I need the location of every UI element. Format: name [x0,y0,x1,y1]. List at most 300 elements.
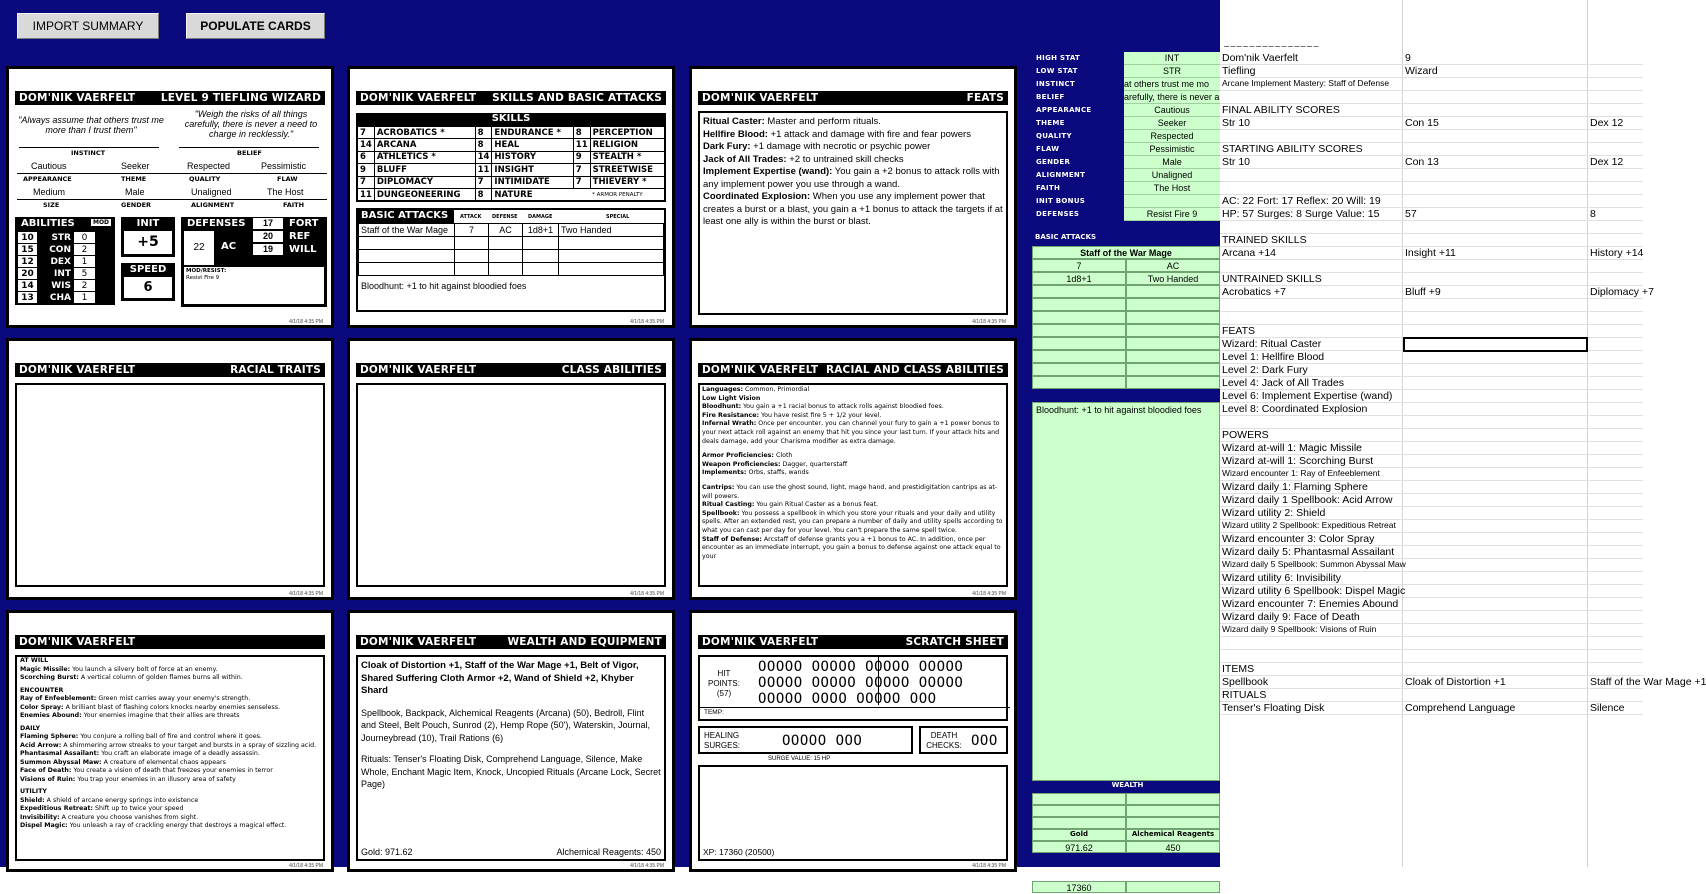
death-circles[interactable]: OOO [971,733,998,749]
empty-cell[interactable] [1126,793,1220,805]
sheet-row[interactable] [1220,273,1643,286]
size-value: Medium [33,187,66,197]
card-title: CLASS ABILITIES [561,364,662,376]
ability-text: You gain a +1 racial bonus to attack rolls against bloodied foes. [741,403,944,411]
sheet-cell[interactable]: Wizard: Ritual Caster [1222,338,1322,350]
sheet-cell[interactable]: 57 [1405,208,1417,220]
empty-cell[interactable] [1126,376,1220,389]
sheet-row[interactable] [1220,676,1706,689]
character-name: DOM'NIK VAERFELT [702,92,819,104]
hp-circles-row[interactable]: OOOOO OOOOO OOOOO OOOOO [758,675,964,691]
row-label: FLAW [1036,145,1060,153]
sheet-cell[interactable]: 8 [1590,208,1596,220]
sheet-row[interactable] [1220,702,1643,715]
surge-value: SURGE VALUE: 15 HP [768,756,831,762]
power-item [20,805,320,814]
sheet-cell[interactable]: Wizard daily 5 Spellbook: Summon Abyssal Maw [1222,559,1406,569]
sheet-cell[interactable]: Level 1: Hellfire Blood [1222,351,1325,363]
empty-cell[interactable] [1032,324,1126,337]
belief-label: BELIEF [237,149,262,157]
sheet-row[interactable] [1220,65,1643,78]
sheet-cell[interactable]: TRAINED SKILLS [1222,234,1307,246]
sheet-row[interactable] [1220,221,1643,234]
reagents-cell[interactable]: 450 [1126,841,1220,853]
power-name: Face of Death: [20,767,72,774]
power-name: Shield: [20,796,45,804]
empty-cell[interactable] [1126,285,1220,298]
ability-name: Staff of Defense: [702,535,762,543]
special-col-label: SPECIAL [606,214,630,220]
sheet-row[interactable] [1220,468,1643,481]
skill-name: DIPLOMACY [374,176,475,189]
ability-score: 13 [18,292,38,304]
skill-name: THIEVERY * [590,176,665,189]
sheet-cell[interactable]: Wizard utility 2: Shield [1222,507,1326,519]
sheet-cell[interactable]: POWERS [1222,429,1269,441]
skill-name: INSIGHT [492,164,573,177]
power-name: Color Spray: [20,703,64,711]
attack-cell[interactable]: 7 [1032,259,1126,272]
sheet-cell[interactable]: FINAL ABILITY SCORES [1222,104,1340,116]
surge-circles[interactable]: OOOOO OOO [782,733,863,749]
modresist-box [184,267,324,304]
ability-text: You possess a spellbook in which you store your rituals and your daily and utility spells. After an extended rest, you can prepare a number of daily and utility spells according to what you can cast per day for your level. You can't prepare the same spell twice. [702,509,1003,534]
feat-item [703,154,1003,167]
card-overview [6,66,334,328]
sheet-cell[interactable]: Comprehend Language [1405,702,1516,714]
row-value[interactable]: at others trust me mo [1124,78,1220,91]
empty-cell[interactable] [1032,311,1126,324]
skill-name: HEAL [492,139,573,152]
sheet-cell[interactable]: 9 [1405,52,1411,64]
timestamp: 4/1/18 4:35 PM [630,591,664,597]
modresist-label: MOD/RESIST: [186,268,227,274]
damage-col-label: DAMAGE [528,214,553,220]
defenses-block [181,217,327,307]
empty-cell[interactable] [1032,376,1126,389]
sheet-cell[interactable]: Wizard daily 9: Face of Death [1222,611,1360,623]
empty-cell[interactable] [1126,363,1220,376]
sheet-row[interactable] [1220,52,1643,65]
green-row [1032,156,1220,169]
sheet-cell[interactable]: Wizard daily 9 Spellbook: Visions of Ruin [1222,624,1377,634]
empty-cell[interactable] [1032,363,1126,376]
row-value[interactable]: Respected [1124,130,1220,143]
hp-circles-row[interactable]: OOOOO OOOOO OOOOO OOOOO [758,659,964,675]
skill-value: 11 [573,139,590,152]
ability-name: INT [38,268,74,280]
skill-value [573,189,590,202]
ability-line [702,469,1004,478]
sheet-cell[interactable]: Wizard encounter 7: Enemies Abound [1222,598,1399,610]
speed-value: 6 [124,277,172,298]
sheet-row[interactable] [1220,520,1643,533]
sheet-cell[interactable]: HP: 57 Surges: 8 Surge Value: 15 [1222,208,1380,220]
row-value[interactable]: Resist Fire 9 [1124,208,1220,221]
ability-text: Dagger, quarterstaff [780,460,848,468]
sheet-row[interactable] [1220,481,1643,494]
special-cell[interactable]: Two Handed [1126,272,1220,285]
skill-name: DUNGEONEERING [374,189,475,202]
sheet-row[interactable] [1220,78,1643,91]
green-row [1032,130,1220,143]
row-value[interactable]: Cautious [1124,104,1220,117]
sheet-row[interactable] [1220,689,1643,702]
sheet-cell[interactable]: Wizard at-will 1: Scorching Burst [1222,455,1374,467]
ability-name: STR [38,232,74,244]
attack-row [359,237,664,250]
sheet-cell[interactable]: Cloak of Distortion +1 [1405,676,1506,688]
feat-item [703,116,1003,129]
sheet-cell[interactable]: FEATS [1222,325,1256,337]
row-value[interactable]: STR [1124,65,1220,78]
ability-text: Cloth [773,452,793,460]
sheet-row[interactable] [1220,260,1643,273]
powers-heading: UTILITY [20,788,47,795]
power-text: A vertical column of golden flames burns all within. [78,674,243,681]
import-summary-button[interactable]: IMPORT SUMMARY [17,13,159,39]
defense-cell[interactable]: AC [1126,259,1220,272]
empty-cell[interactable] [1032,298,1126,311]
sheet-cell[interactable]: Str 10 [1222,156,1251,168]
row-value[interactable] [1124,195,1220,208]
sheet-cell[interactable]: Wizard daily 5: Phantasmal Assailant [1222,546,1395,558]
sheet-row[interactable] [1220,585,1643,598]
sheet-cell[interactable]: Arcana +14 [1222,247,1276,259]
weapon-cell[interactable]: Staff of the War Mage [1032,246,1220,259]
will-value: 19 [253,244,283,255]
empty-cell[interactable] [1032,337,1126,350]
skill-name: BLUFF [374,164,475,177]
gold-cell[interactable]: 971.62 [1032,841,1126,853]
sheet-row[interactable] [1220,299,1643,312]
skill-name: NATURE [492,189,573,202]
sheet-row[interactable] [1220,390,1643,403]
timestamp: 4/1/18 4:35 PM [972,591,1006,597]
sheet-cell[interactable]: Level 4: Jack of All Trades [1222,377,1344,389]
row-value[interactable]: Male [1124,156,1220,169]
skill-name: STEALTH * [590,151,665,164]
row-label: FAITH [1036,184,1061,192]
sheet-row[interactable] [1220,559,1643,572]
row-value[interactable]: Seeker [1124,117,1220,130]
attack-damage: 1d8+1 [523,224,559,237]
power-name: Flaming Sphere: [20,733,79,740]
skill-name: ATHLETICS * [374,151,475,164]
sheet-row[interactable] [1220,117,1643,130]
feat-text: +1 damage with necrotic or psychic power [750,141,931,152]
sheet-row[interactable] [1220,312,1643,325]
row-value[interactable]: arefully, there is never a [1124,92,1220,102]
defenses-label: DEFENSES [187,218,246,229]
sheet-cell[interactable]: Insight +11 [1405,247,1456,259]
green-row [1032,169,1220,182]
empty-cell[interactable] [1126,298,1220,311]
ability-score: 10 [18,232,38,244]
ability-name: Fire Resistance: [702,411,760,419]
wealth-box [356,655,666,861]
defense-col-label: DEFENSE [492,214,518,220]
note-cell[interactable]: Bloodhunt: +1 to hit against bloodied foes [1032,402,1220,781]
green-row [1032,91,1220,104]
reagents-label: Alchemical Reagents [1126,829,1220,841]
sheet-row[interactable] [1220,416,1643,429]
empty-cell[interactable] [1126,350,1220,363]
skill-value: 7 [573,176,590,189]
sheet-cell[interactable]: STARTING ABILITY SCORES [1222,143,1363,155]
sheet-cell[interactable]: UNTRAINED SKILLS [1222,273,1322,285]
sheet-cell[interactable]: Silence [1590,702,1625,714]
feat-name: Hellfire Blood: [703,128,768,140]
sheet-row[interactable] [1220,91,1643,104]
sheet-row[interactable] [1220,182,1643,195]
power-text: Shift up to twice your speed [93,805,184,812]
sheet-cell[interactable]: Arcane Implement Mastery: Staff of Defense [1222,78,1390,88]
alignment-label: ALIGNMENT [191,201,235,209]
power-item [20,695,320,704]
empty-cell[interactable] [1126,805,1220,817]
sheet-cell[interactable]: AC: 22 Fort: 17 Reflex: 20 Will: 19 [1222,195,1381,207]
populate-cards-button[interactable]: POPULATE CARDS [186,13,325,39]
sheet-row[interactable] [1220,169,1643,182]
sheet-cell[interactable]: RITUALS [1222,689,1267,701]
feat-name: Jack of All Trades: [703,153,787,165]
card-racial-traits [6,338,334,600]
sheet-row[interactable] [1220,364,1643,377]
skill-row [357,139,665,152]
sheet-cell[interactable]: History +14 [1590,247,1644,259]
abilities-block [15,217,115,305]
ability-text: You can use the ghost sound, light, mage hand, and prestidigitation cantrips as at-will powers. [702,483,998,500]
sheet-cell[interactable]: Con 13 [1405,156,1439,168]
character-name: DOM'NIK VAERFELT [702,364,819,376]
row-value[interactable]: INT [1124,52,1220,65]
empty-cell[interactable] [1126,311,1220,324]
ability-score: 20 [18,268,38,280]
wealth-label: WEALTH [1111,781,1144,789]
feat-item [703,166,1003,191]
skill-value: 8 [475,139,492,152]
skill-name: INTIMIDATE [492,176,573,189]
empty-cell[interactable] [1032,793,1126,805]
scratch-box[interactable] [698,765,1008,861]
character-name: DOM'NIK VAERFELT [702,636,819,648]
sheet-cell[interactable]: Wizard utility 2 Spellbook: Expeditious Retreat [1222,520,1396,530]
sheet-row[interactable] [1220,611,1643,624]
power-name: Invisibility: [20,813,60,821]
power-item [20,733,320,742]
hp-circles-row[interactable]: OOOOO OOOO OOOOO OOO [758,691,937,707]
faith-value: The Host [267,187,304,197]
feat-text: When you use any implement power that creates a burst or a blast, you gain a +1 bonus to attack the targets if at least one ally is within the burst or blast. [703,191,1003,227]
ability-name: Ritual Casting: [702,501,755,509]
sheet-row[interactable] [1220,208,1643,221]
sheet-row[interactable] [1220,442,1643,455]
empty-cell[interactable] [1126,337,1220,350]
row-value[interactable]: The Host [1124,182,1220,195]
sheet-cell[interactable]: Wizard [1405,65,1438,77]
init-label: INIT [136,218,160,229]
sheet-cell[interactable]: Level 2: Dark Fury [1222,364,1308,376]
sheet-cell[interactable]: Wizard at-will 1: Magic Missile [1222,442,1363,454]
powers-heading: ENCOUNTER [20,686,64,694]
empty-cell[interactable] [1032,285,1126,298]
sheet-row[interactable] [1220,494,1643,507]
card-scratch-sheet [689,610,1017,872]
sheet-cell[interactable]: Str 10 [1222,117,1251,129]
sheet-row[interactable] [1220,234,1643,247]
feat-text: +2 to untrained skill checks [786,153,904,165]
empty-cell[interactable] [1126,324,1220,337]
sheet-row[interactable] [1220,143,1643,156]
timestamp: 4/1/18 4:35 PM [630,319,664,325]
gender-label: GENDER [121,201,152,209]
selected-cell[interactable] [1403,337,1588,352]
damage-cell[interactable]: 1d8+1 [1032,272,1126,285]
ability-text: Common, Primordial [743,386,810,393]
sheet-row[interactable] [1220,351,1643,364]
sheet-cell[interactable]: Tiefling [1222,65,1256,77]
basic-attacks-table [358,223,664,276]
sheet-cell[interactable]: ITEMS [1222,663,1255,675]
sheet-cell[interactable]: Dom'nik Vaerfelt [1222,52,1298,64]
row-value[interactable]: Unaligned [1124,169,1220,182]
row-label: INIT BONUS [1036,197,1086,205]
sheet-row[interactable] [1220,429,1643,442]
card-wealth [347,610,675,872]
timestamp: 4/1/18 4:35 PM [289,863,323,869]
belief-quote: "Weigh the risks of all things carefully, there is never a need to charge in recklessly." [184,109,318,139]
ability-text: Once per encounter, you can channel your fury to gain a +1 power bonus to your next attack roll against an enemy that hit you since your last turn. If your attack hits and deals damage, add your Charisma modifier as extra damage. [702,420,1000,445]
sheet-cell[interactable]: Wizard utility 6: Invisibility [1222,572,1342,584]
powers-box [15,655,325,861]
skill-name: ACROBATICS * [374,126,475,139]
row-value[interactable]: Pessimistic [1124,143,1220,156]
power-text: A shimmering arrow streaks to your target and bursts in a spray of sizzling acid. [61,741,317,749]
sheet-row[interactable] [1220,572,1643,585]
row-label: BELIEF [1036,93,1065,101]
power-name: Acid Arrow: [20,741,62,749]
skill-row [357,126,665,139]
green-row [1032,143,1220,156]
attack-special: Two Handed [559,224,664,237]
ability-score: 15 [18,244,38,256]
attack-bonus: 7 [455,224,489,237]
sheet-cell[interactable]: Acrobatics +7 [1222,286,1286,298]
sheet-row[interactable] [1220,507,1643,520]
skill-value: 6 [357,151,374,164]
power-text: You trap your enemies in an illusory area of safety [75,775,236,783]
healing-surges-box [698,726,913,754]
sheet-cell[interactable]: Bluff +9 [1405,286,1441,298]
sheet-cell[interactable]: Wizard daily 1: Flaming Sphere [1222,481,1368,493]
empty-cell[interactable] [1126,881,1220,893]
sheet-row[interactable] [1220,598,1643,611]
power-text: A shield of arcane energy springs into existence [44,796,199,804]
ability-line [702,403,1004,412]
sheet-row[interactable] [1220,546,1643,559]
sheet-row[interactable] [1220,650,1643,663]
sheet-cell[interactable]: Level 8: Coordinated Explosion [1222,403,1368,415]
card-header [698,635,1008,649]
sheet-row[interactable] [1220,104,1643,117]
empty-cell[interactable] [1126,817,1220,829]
skill-value: 7 [357,126,374,139]
faith-label: FAITH [283,201,305,209]
ability-line [702,395,1004,404]
theme-label: THEME [121,175,147,183]
character-name: DOM'NIK VAERFELT [19,92,136,104]
sheet-row[interactable] [1220,624,1643,637]
ability-mod: 1 [74,256,96,268]
sheet-cell[interactable]: Level 6: Implement Expertise (wand) [1222,390,1393,402]
sheet-row[interactable] [1220,130,1643,143]
skill-name: ARCANA [374,139,475,152]
power-item [20,712,320,721]
sheet-row[interactable] [1220,455,1643,468]
sheet-row[interactable] [1220,637,1643,650]
ability-row [18,292,96,304]
skill-value: 9 [357,164,374,177]
sheet-cell[interactable]: Dex 12 [1590,156,1624,168]
ability-mod: 0 [74,232,96,244]
sheet-row[interactable] [1220,195,1643,208]
ability-name: Weapon Proficiencies: [702,460,781,468]
sheet-cell[interactable]: Dex 12 [1590,117,1624,129]
ability-text: You gain Ritual Caster as a bonus feat. [754,501,879,509]
power-item [20,704,320,713]
ability-line [702,484,1004,501]
sheet-cell[interactable]: Spellbook [1222,676,1269,688]
ac-label: AC [221,241,237,252]
sheet-cell[interactable]: Wizard utility 6 Spellbook: Dispel Magic [1222,585,1406,597]
empty-cell[interactable] [1032,350,1126,363]
empty-cell[interactable] [1032,817,1126,829]
sheet-cell[interactable]: Tenser's Floating Disk [1222,702,1325,714]
sheet-cell[interactable]: Wizard daily 1 Spellbook: Acid Arrow [1222,494,1393,506]
rituals-list: Rituals: Tenser's Floating Disk, Comprehend Language, Silence, Make Whole, Enchant Magic Item, Knock, Uncopied Rituals (Arcane Lock, Secret Page) [361,754,661,789]
ability-line [702,461,1004,470]
sheet-cell[interactable]: Staff of the War Mage +1 [1590,676,1706,688]
skill-name: HISTORY [492,151,573,164]
feat-item [703,191,1003,229]
sheet-row[interactable] [1220,156,1643,169]
xp-cell[interactable]: 17360 [1032,881,1126,893]
green-row [1032,52,1220,65]
feat-text: You gain a +2 bonus to attack rolls with any implement power you use through a wand. [703,166,1000,190]
racial-traits-box [15,383,325,587]
sheet-row[interactable] [1220,533,1643,546]
sheet-cell[interactable]: Diplomacy +7 [1590,286,1654,298]
sheet-row[interactable] [1220,247,1643,260]
power-item [20,666,320,675]
ability-name: WIS [38,280,74,292]
ability-name: DEX [38,256,74,268]
sheet-row[interactable] [1220,663,1643,676]
sheet-row[interactable] [1220,377,1643,390]
sheet-row[interactable] [1220,286,1654,299]
init-value: +5 [124,231,172,254]
green-row [1032,182,1220,195]
sheet-row[interactable] [1220,403,1643,416]
sheet-cell[interactable]: Wizard encounter 3: Color Spray [1222,533,1375,545]
card-feats [689,66,1017,328]
empty-cell[interactable] [1032,805,1126,817]
hit-points-label: HIT POINTS: (57) [707,669,740,698]
will-label: WILL [289,244,317,255]
sheet-cell[interactable]: Wizard encounter 1: Ray of Enfeeblement [1222,468,1380,478]
sheet-cell[interactable]: Con 15 [1405,117,1439,129]
